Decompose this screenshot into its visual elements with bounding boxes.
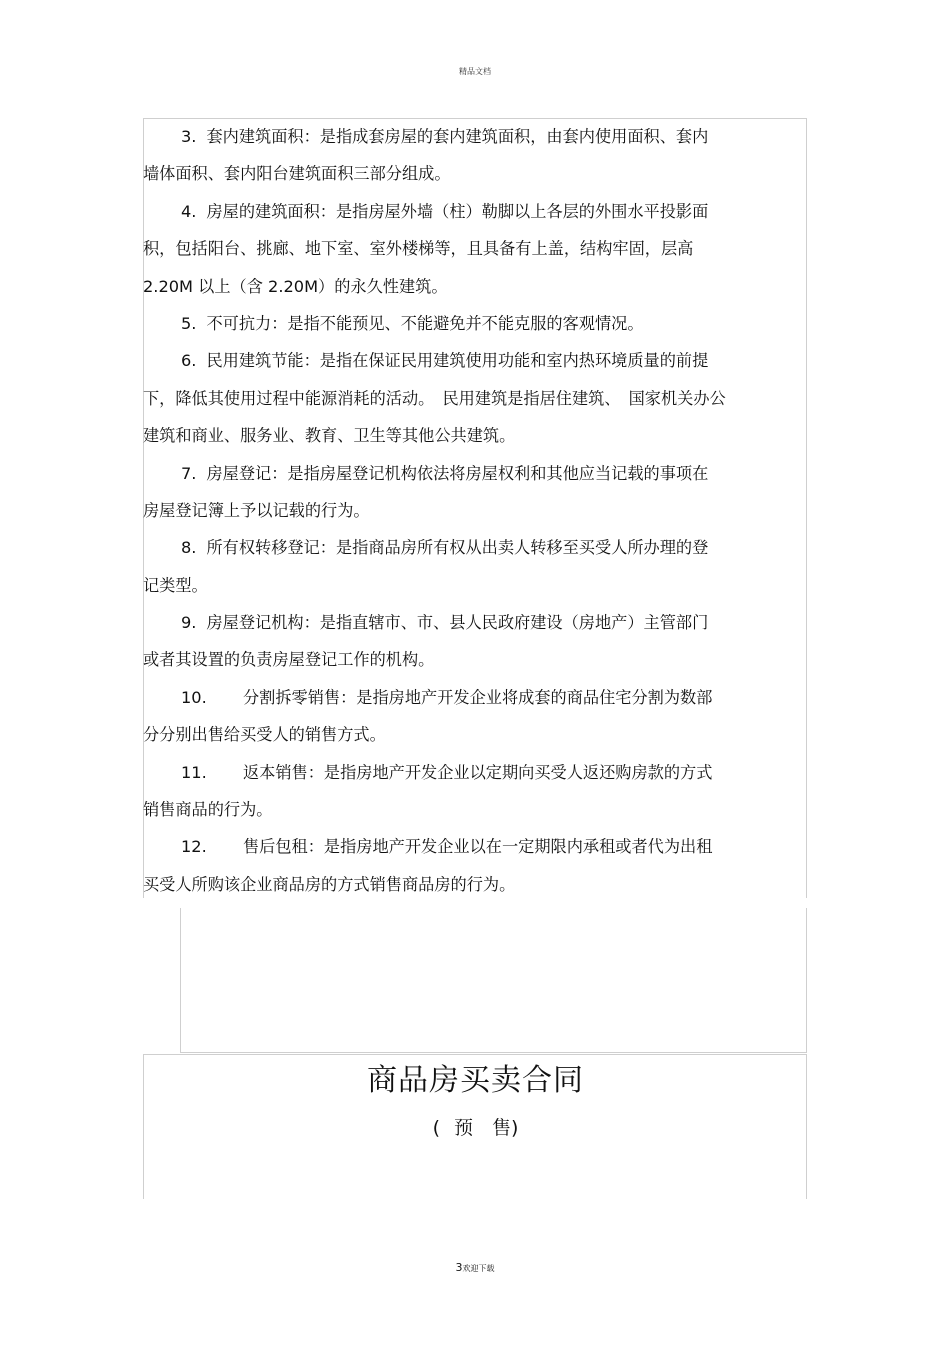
page-number: 3 xyxy=(455,1261,463,1274)
inner-box-bottom-border xyxy=(180,1052,807,1053)
definition-text: 售后包租：是指房地产开发企业以在一定期限内承租或者代为出租 xyxy=(243,837,713,857)
definition-number: 7. xyxy=(181,463,197,483)
definition-9-line-2: 或者其设置的负责房屋登记工作的机构。 xyxy=(143,650,435,670)
definition-text: 房屋登记：是指房屋登记机构依法将房屋权利和其他应当记载的事项在 xyxy=(206,463,709,483)
definition-3-line-1 xyxy=(143,118,808,155)
header-note: 精品文档 xyxy=(459,67,491,76)
footer-text: 欢迎下载 xyxy=(462,1264,495,1273)
definition-number: 5. xyxy=(181,313,197,333)
page-footer xyxy=(0,1261,950,1274)
definition-number: 9. xyxy=(181,613,197,633)
definition-text: 返本销售：是指房地产开发企业以定期向买受人返还购房款的方式 xyxy=(243,762,713,782)
definition-6-line-1 xyxy=(143,342,808,379)
definitions-list xyxy=(143,118,808,903)
definition-text: 房屋的建筑面积：是指房屋外墙（柱）勒脚以上各层的外围水平投影面 xyxy=(206,201,709,221)
definition-number: 11. xyxy=(181,762,207,782)
definition-3-line-2: 墙体面积、套内阳台建筑面积三部分组成。 xyxy=(143,164,451,184)
inner-box-left-border xyxy=(180,908,181,1053)
title-box-top-border xyxy=(143,1054,807,1055)
definition-11-line-1 xyxy=(143,754,808,791)
definition-text: 套内建筑面积：是指成套房屋的套内建筑面积，由套内使用面积、套内 xyxy=(206,127,709,146)
definition-7-line-1 xyxy=(143,455,808,492)
definition-10-line-1 xyxy=(143,679,808,716)
definition-4-line-3: 2.20M 以上（含 2.20M）的永久性建筑。 xyxy=(143,276,448,296)
definition-10-line-2: 分分别出售给买受人的销售方式。 xyxy=(143,725,386,745)
definition-12-line-2: 买受人所购该企业商品房的方式销售商品房的行为。 xyxy=(143,874,516,894)
definition-text: 不可抗力：是指不能预见、不能避免并不能克服的客观情况。 xyxy=(206,313,644,333)
definition-number: 6. xyxy=(181,351,197,371)
definition-number: 3. xyxy=(181,127,197,146)
definition-9-line-1 xyxy=(143,604,808,641)
definition-text: 民用建筑节能：是指在保证民用建筑使用功能和室内热环境质量的前提 xyxy=(206,351,709,371)
definition-7-line-2: 房屋登记簿上予以记载的行为。 xyxy=(143,500,370,520)
contract-subtitle: ( 预 售) xyxy=(432,1117,519,1139)
inner-box-right-border xyxy=(806,908,807,1053)
definition-number: 12. xyxy=(181,837,207,857)
definition-12-line-1 xyxy=(143,828,808,865)
definition-5-line-1 xyxy=(143,305,808,342)
definition-6-line-3: 建筑和商业、服务业、教育、卫生等其他公共建筑。 xyxy=(143,426,516,446)
definition-text: 所有权转移登记：是指商品房所有权从出卖人转移至买受人所办理的登 xyxy=(206,538,709,558)
definition-4-line-1 xyxy=(143,193,808,230)
definition-8-line-2: 记类型。 xyxy=(143,575,208,595)
definition-6-line-2: 下，降低其使用过程中能源消耗的活动。 民用建筑是指居住建筑、 国家机关办公 xyxy=(143,388,726,408)
definition-text: 房屋登记机构：是指直辖市、市、县人民政府建设（房地产）主管部门 xyxy=(206,613,709,633)
definition-text: 分割拆零销售：是指房地产开发企业将成套的商品住宅分割为数部 xyxy=(243,687,713,707)
definition-4-line-2: 积，包括阳台、挑廊、地下室、室外楼梯等，且具备有上盖，结构牢固，层高 xyxy=(143,239,694,259)
definition-11-line-2: 销售商品的行为。 xyxy=(143,800,273,820)
definition-number: 10. xyxy=(181,687,207,707)
definition-number: 8. xyxy=(181,538,197,558)
definition-8-line-1 xyxy=(143,529,808,566)
contract-title: 商品房买卖合同 xyxy=(367,1063,584,1098)
definition-number: 4. xyxy=(181,201,197,221)
